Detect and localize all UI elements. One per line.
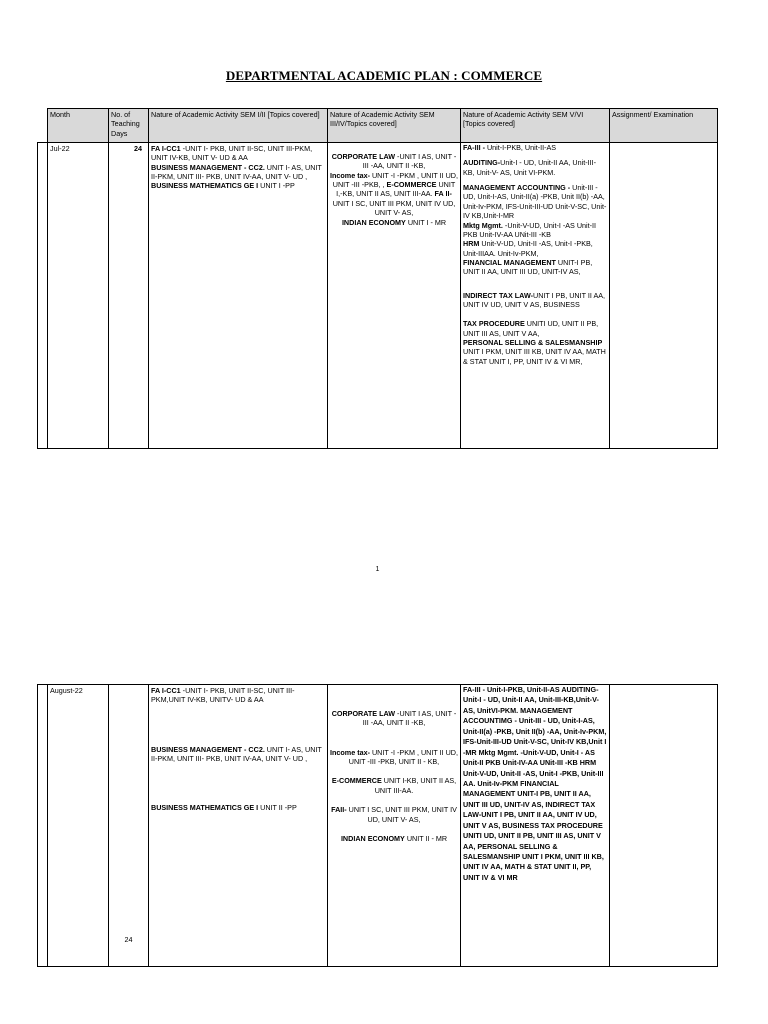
header-sem5: Nature of Academic Activity SEM V/VI [Topics covered] bbox=[461, 109, 610, 143]
subject-units: UNIT II - MR bbox=[404, 833, 448, 843]
subject-name: Income tax- bbox=[330, 170, 370, 180]
subject-name: Mktg Mgmt. bbox=[463, 220, 503, 230]
subject-units: UNIT I- AS, UNIT II-PKM, UNIT III- PKB, UNIT IV-AA, UNIT V- UD , bbox=[151, 162, 322, 182]
sem3-cell bbox=[328, 143, 461, 449]
subject-name: E-COMMERCE bbox=[331, 776, 382, 786]
header-month: Month bbox=[48, 109, 109, 143]
days-cell: 24 bbox=[109, 685, 149, 967]
subject-units: Unit-III - UD, Unit-I-AS, Unit-II(a) -PKB, Unit II(b) -AA, Unit-Iv-PKM, IFS-Unit-III-UD Unit-V-SC, Unit-IV KB,Unit-I-MR bbox=[463, 183, 607, 221]
sem5-cell bbox=[461, 143, 610, 449]
header-days: No. of Teaching Days bbox=[109, 109, 149, 143]
plan-table-page2 bbox=[37, 684, 718, 967]
plan-table-page1 bbox=[37, 108, 718, 449]
header-assignment: Assignment/ Examination bbox=[610, 109, 718, 143]
sem1-cell bbox=[149, 143, 328, 449]
subject-name: MANAGEMENT ACCOUNTING - bbox=[463, 183, 571, 193]
subject-name: PERSONAL SELLING & SALESMANSHIP bbox=[463, 338, 603, 348]
subject-name: TAX PROCEDURE bbox=[463, 319, 525, 329]
subject-units: -UNIT I- PKB, UNIT II-SC, UNIT III-PKM, bbox=[180, 144, 313, 153]
subject-name: CORPORATE LAW bbox=[331, 152, 396, 161]
subject-units: UNIT I -PP bbox=[258, 181, 295, 191]
subject-units: Unit-I-PKB, Unit-II-AS bbox=[484, 143, 557, 152]
subject-name: BUSINESS MANAGEMENT - CC2. bbox=[151, 744, 265, 754]
subject-units: UNIT -I -PKM , UNIT II UD, UNIT -III -PKB, , bbox=[332, 170, 458, 190]
subject-units: -UNIT I AS, UNIT -III -AA, UNIT II -KB, bbox=[362, 152, 457, 171]
subject-name: FA I-CC1 bbox=[151, 686, 181, 695]
header-sem3: Nature of Academic Activity SEM III/IV/Topics covered] bbox=[328, 109, 461, 143]
subject-units: UNIT I SC, UNIT III PKM, UNIT IV UD, UNIT V- AS, bbox=[332, 198, 456, 218]
subject-name: BUSINESS MATHEMATICS GE I bbox=[151, 803, 259, 813]
subject-name: HRM bbox=[463, 239, 480, 249]
subject-name: FA-III - bbox=[463, 143, 485, 152]
subject-name: FAII- bbox=[331, 805, 347, 815]
sem5-cell: FA-III - Unit-I-PKB, Unit-II-AS AUDITING- Unit-I - UD, Unit-II AA, Unit-III-KB,Unit-V- AS, UnitVI-PKM. MANAGEMENT ACCOUNTIMG - Unit-III - UD, Unit-I-AS, Unit-II(a) -PKB, Unit II(b) -AA, Unit-Iv-PKM, IFS-Unit-III-UD Unit-V-SC, Unit-IV KB,Unit I -MR Mktg Mgmt. -Unit-V-UD, Unit-I - AS Unit-II PKB Unit-IV-AA UNit-III -KB HRM Unit-V-UD, Unit-II -AS, Unit-I -PKB, Unit-III AA. Unit-Iv-PKM FINANCIAL MANAGEMENT UNIT-I PB, UNIT II AA, UNIT III UD, UNIT-IV AS, INDIRECT TAX LAW-UNIT I PB, UNIT II AA, UNIT IV UD, UNIT V AS, BUSINESS TAX PROCEDURE UNITI UD, UNIT II PB, UNIT III AS, UNIT V AA, PERSONAL SELLING & SALESMANSHIP UNIT I PKM, UNIT III KB, UNIT IV AA, MATH & STAT UNIT II, PP, UNIT IV & VI MR bbox=[461, 685, 610, 967]
assignment-cell bbox=[610, 143, 718, 449]
subject-units: UNIT I- AS, UNIT II-PKM, UNIT III- PKB, UNIT IV-AA, UNIT V- UD , bbox=[151, 744, 322, 764]
subject-units: -Unit-V-UD, Unit-I -AS Unit-II PKB Unit-IV-AA UNit-III -KB bbox=[463, 220, 596, 239]
subject-name: FA II- bbox=[434, 189, 452, 199]
lead-cell bbox=[38, 109, 48, 143]
table-row bbox=[38, 143, 718, 449]
subject-name: INDIAN ECONOMY bbox=[340, 833, 405, 843]
document-title: DEPARTMENTAL ACADEMIC PLAN : COMMERCE bbox=[225, 68, 543, 83]
days-cell: 24 bbox=[109, 143, 149, 449]
header-row bbox=[38, 109, 718, 143]
subject-units: Unit-V-UD, Unit-II -AS, Unit-I -PKB, Unit-IIIAA. Unit-Iv-PKM, bbox=[463, 239, 593, 258]
month-cell: August-22 bbox=[48, 685, 109, 967]
subject-name: FA I-CC1 bbox=[151, 144, 181, 153]
subject-units: UNIT II -PP bbox=[258, 803, 297, 813]
subject-units: UNIT-I PB, UNIT II AA, UNIT III UD, UNIT-IV AS, bbox=[463, 257, 593, 277]
sem1-cell bbox=[149, 685, 328, 967]
subject-name: AUDITING- bbox=[463, 158, 501, 168]
table-row bbox=[38, 685, 718, 967]
subject-units: UNIT IV-KB, UNIT V- UD & AA bbox=[151, 153, 248, 163]
subject-name: CORPORATE LAW bbox=[331, 709, 396, 718]
subject-units: UNIT I-KB, UNIT II AS, UNIT III-AA. bbox=[374, 776, 457, 795]
subject-units: UNITI UD, UNIT II PB, UNIT III AS, UNIT V AA, bbox=[463, 319, 599, 338]
subject-name: FINANCIAL MANAGEMENT bbox=[463, 257, 556, 267]
subject-units: -UNIT I- PKB, UNIT II-SC, UNIT III-PKM,UNIT IV-KB, UNITV- UD & AA bbox=[151, 686, 295, 705]
month-cell: Jul-22 bbox=[48, 143, 109, 449]
lead-cell bbox=[38, 685, 48, 967]
page-number: 1 bbox=[375, 566, 380, 573]
subject-units: UNIT -I -PKM , UNIT II UD, UNIT -III -PKB, UNIT II - KB, bbox=[348, 747, 458, 767]
subject-name: BUSINESS MANAGEMENT - CC2. bbox=[151, 162, 265, 172]
subject-units: UNIT I,-KB, UNIT II AS, UNIT III-AA. bbox=[336, 180, 456, 199]
sem3-cell bbox=[328, 685, 461, 967]
subject-name: Income tax- bbox=[330, 747, 370, 757]
assignment-cell bbox=[610, 685, 718, 967]
subject-units: Unit-I - UD, Unit-II AA, Unit-III-KB, Unit-V- AS, Unit VI-PKM. bbox=[463, 158, 596, 177]
subject-name: INDIRECT TAX LAW- bbox=[463, 290, 533, 300]
subject-units: UNIT I PKM, UNIT III KB, UNIT IV AA, MATH & STAT UNIT I, PP, UNIT IV & VI MR, bbox=[463, 347, 606, 366]
lead-cell bbox=[38, 143, 48, 449]
subject-units: UNIT I PB, UNIT II AA, UNIT IV UD, UNIT V AS, BUSINESS bbox=[463, 290, 606, 310]
subject-units: UNIT I SC, UNIT III PKM, UNIT IV UD, UNIT V- AS, bbox=[346, 805, 457, 824]
subject-units: -UNIT I AS, UNIT -III -AA, UNIT II -KB, bbox=[362, 709, 457, 728]
subject-name: INDIAN ECONOMY bbox=[341, 217, 406, 227]
subject-units: UNIT I - MR bbox=[405, 217, 447, 227]
subject-name: BUSINESS MATHEMATICS GE I bbox=[151, 181, 259, 191]
header-sem1: Nature of Academic Activity SEM I/II [Topics covered] bbox=[149, 109, 328, 143]
subject-name: E-COMMERCE bbox=[386, 180, 437, 190]
